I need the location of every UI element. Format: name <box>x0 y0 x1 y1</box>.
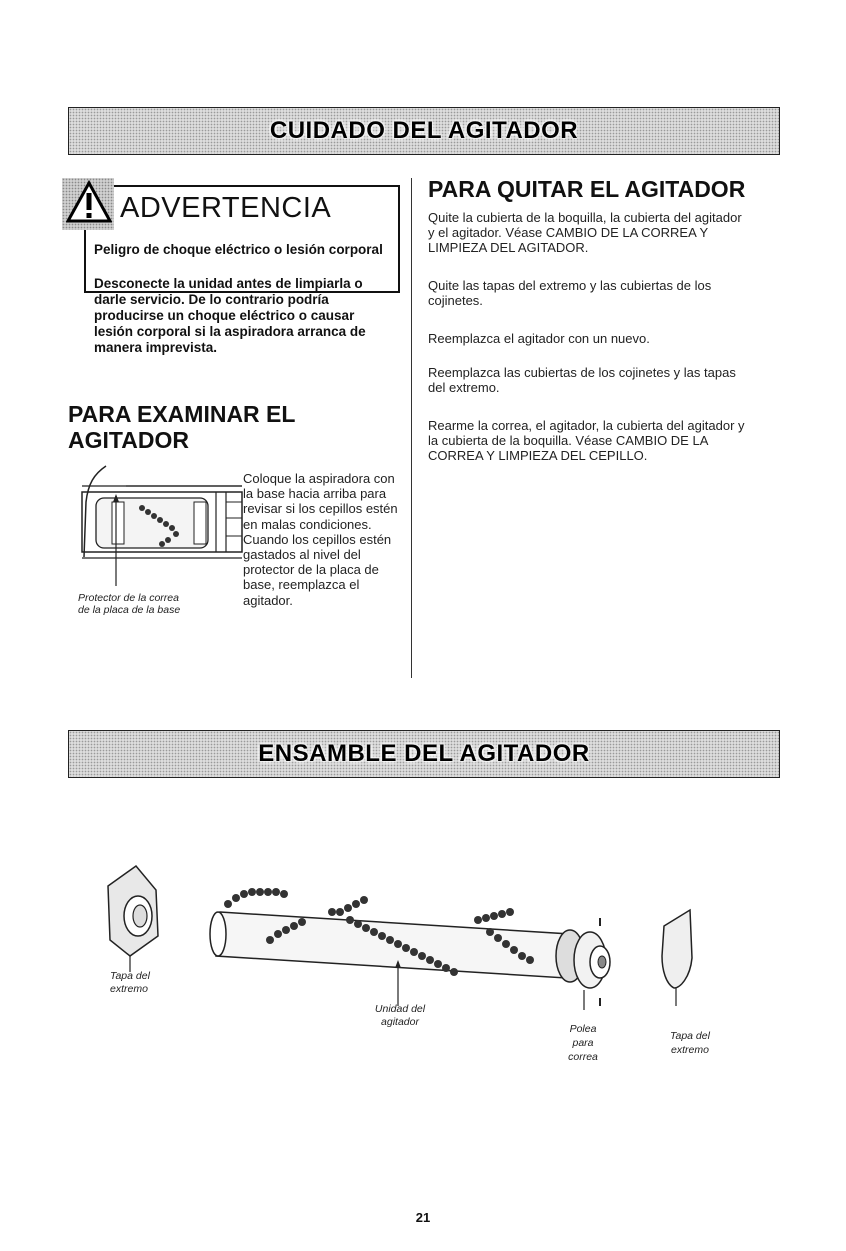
examinar-body: Coloque la aspiradora con la base hacia arriba para revisar si los cepillos estén en malas condiciones. Cuando los cepillos estén gastados al nivel del protector de la placa de base, reemplazca el agitador. <box>243 471 398 608</box>
section-banner-cuidado <box>68 107 780 155</box>
agitator-assembly-illustration <box>100 860 720 1010</box>
warning-line-2: Desconecte la unidad antes de limpiarla o darle servicio. De lo contrario podría producirse un choque eléctrico o causar lesión corporal si la aspiradora arranca de manera imprevista. <box>94 276 366 355</box>
quitar-step-5: Rearme la correa, el agitador, la cubierta del agitador y la cubierta de la boquilla. Véase CAMBIO DE LA CORREA Y LIMPIEZA DEL CEPILLO. <box>428 418 745 463</box>
warning-line-1: Peligro de choque eléctrico o lesión corporal <box>94 242 383 257</box>
left-end-cap-label-2: extremo <box>110 983 148 995</box>
pulley-label-2: para <box>572 1037 594 1049</box>
pulley-label-3: correa <box>568 1051 598 1063</box>
left-end-cap-label-1: Tapa del <box>110 970 150 982</box>
baseplate-illustration <box>76 462 246 597</box>
quitar-heading: PARA QUITAR EL AGITADOR <box>428 176 746 202</box>
examinar-heading-1: PARA EXAMINAR EL <box>68 401 296 427</box>
page-number: 21 <box>415 1210 431 1225</box>
examinar-caption-2: de la placa de la base <box>78 604 181 616</box>
warning-icon <box>66 180 112 224</box>
examinar-heading-2: AGITADOR <box>68 427 189 453</box>
agitator-unit-label-2: agitador <box>381 1016 419 1028</box>
agitator-unit-label-1: Unidad del <box>374 1003 426 1015</box>
quitar-step-3: Reemplazca el agitador con un nuevo. <box>428 331 650 346</box>
pulley-drawing <box>556 918 610 1010</box>
section-banner-ensamble <box>68 730 780 778</box>
quitar-step-1: Quite la cubierta de la boquilla, la cubierta del agitador y el agitador. Véase CAMBIO DE LA CORREA Y LIMPIEZA DEL AGITADOR. <box>428 210 742 255</box>
pulley-label-1: Polea <box>569 1023 597 1035</box>
right-end-cap-label-2: extremo <box>671 1044 709 1056</box>
left-end-cap-drawing <box>108 866 158 972</box>
assembly-banner-title: ENSAMBLE DEL AGITADOR <box>258 740 590 767</box>
warning-title: ADVERTENCIA <box>120 192 332 224</box>
quitar-step-4: Reemplazca las cubiertas de los cojinetes y las tapas del extremo. <box>428 365 736 395</box>
right-end-cap-drawing <box>662 910 692 1006</box>
banner-title: CUIDADO DEL AGITADOR <box>269 117 579 144</box>
quitar-step-2: Quite las tapas del extremo y las cubiertas de los cojinetes. <box>428 278 712 308</box>
examinar-caption-1: Protector de la correa <box>78 592 179 604</box>
right-end-cap-label-1: Tapa del <box>670 1030 710 1042</box>
column-divider <box>411 178 412 678</box>
agitator-roll-drawing <box>210 888 570 1006</box>
